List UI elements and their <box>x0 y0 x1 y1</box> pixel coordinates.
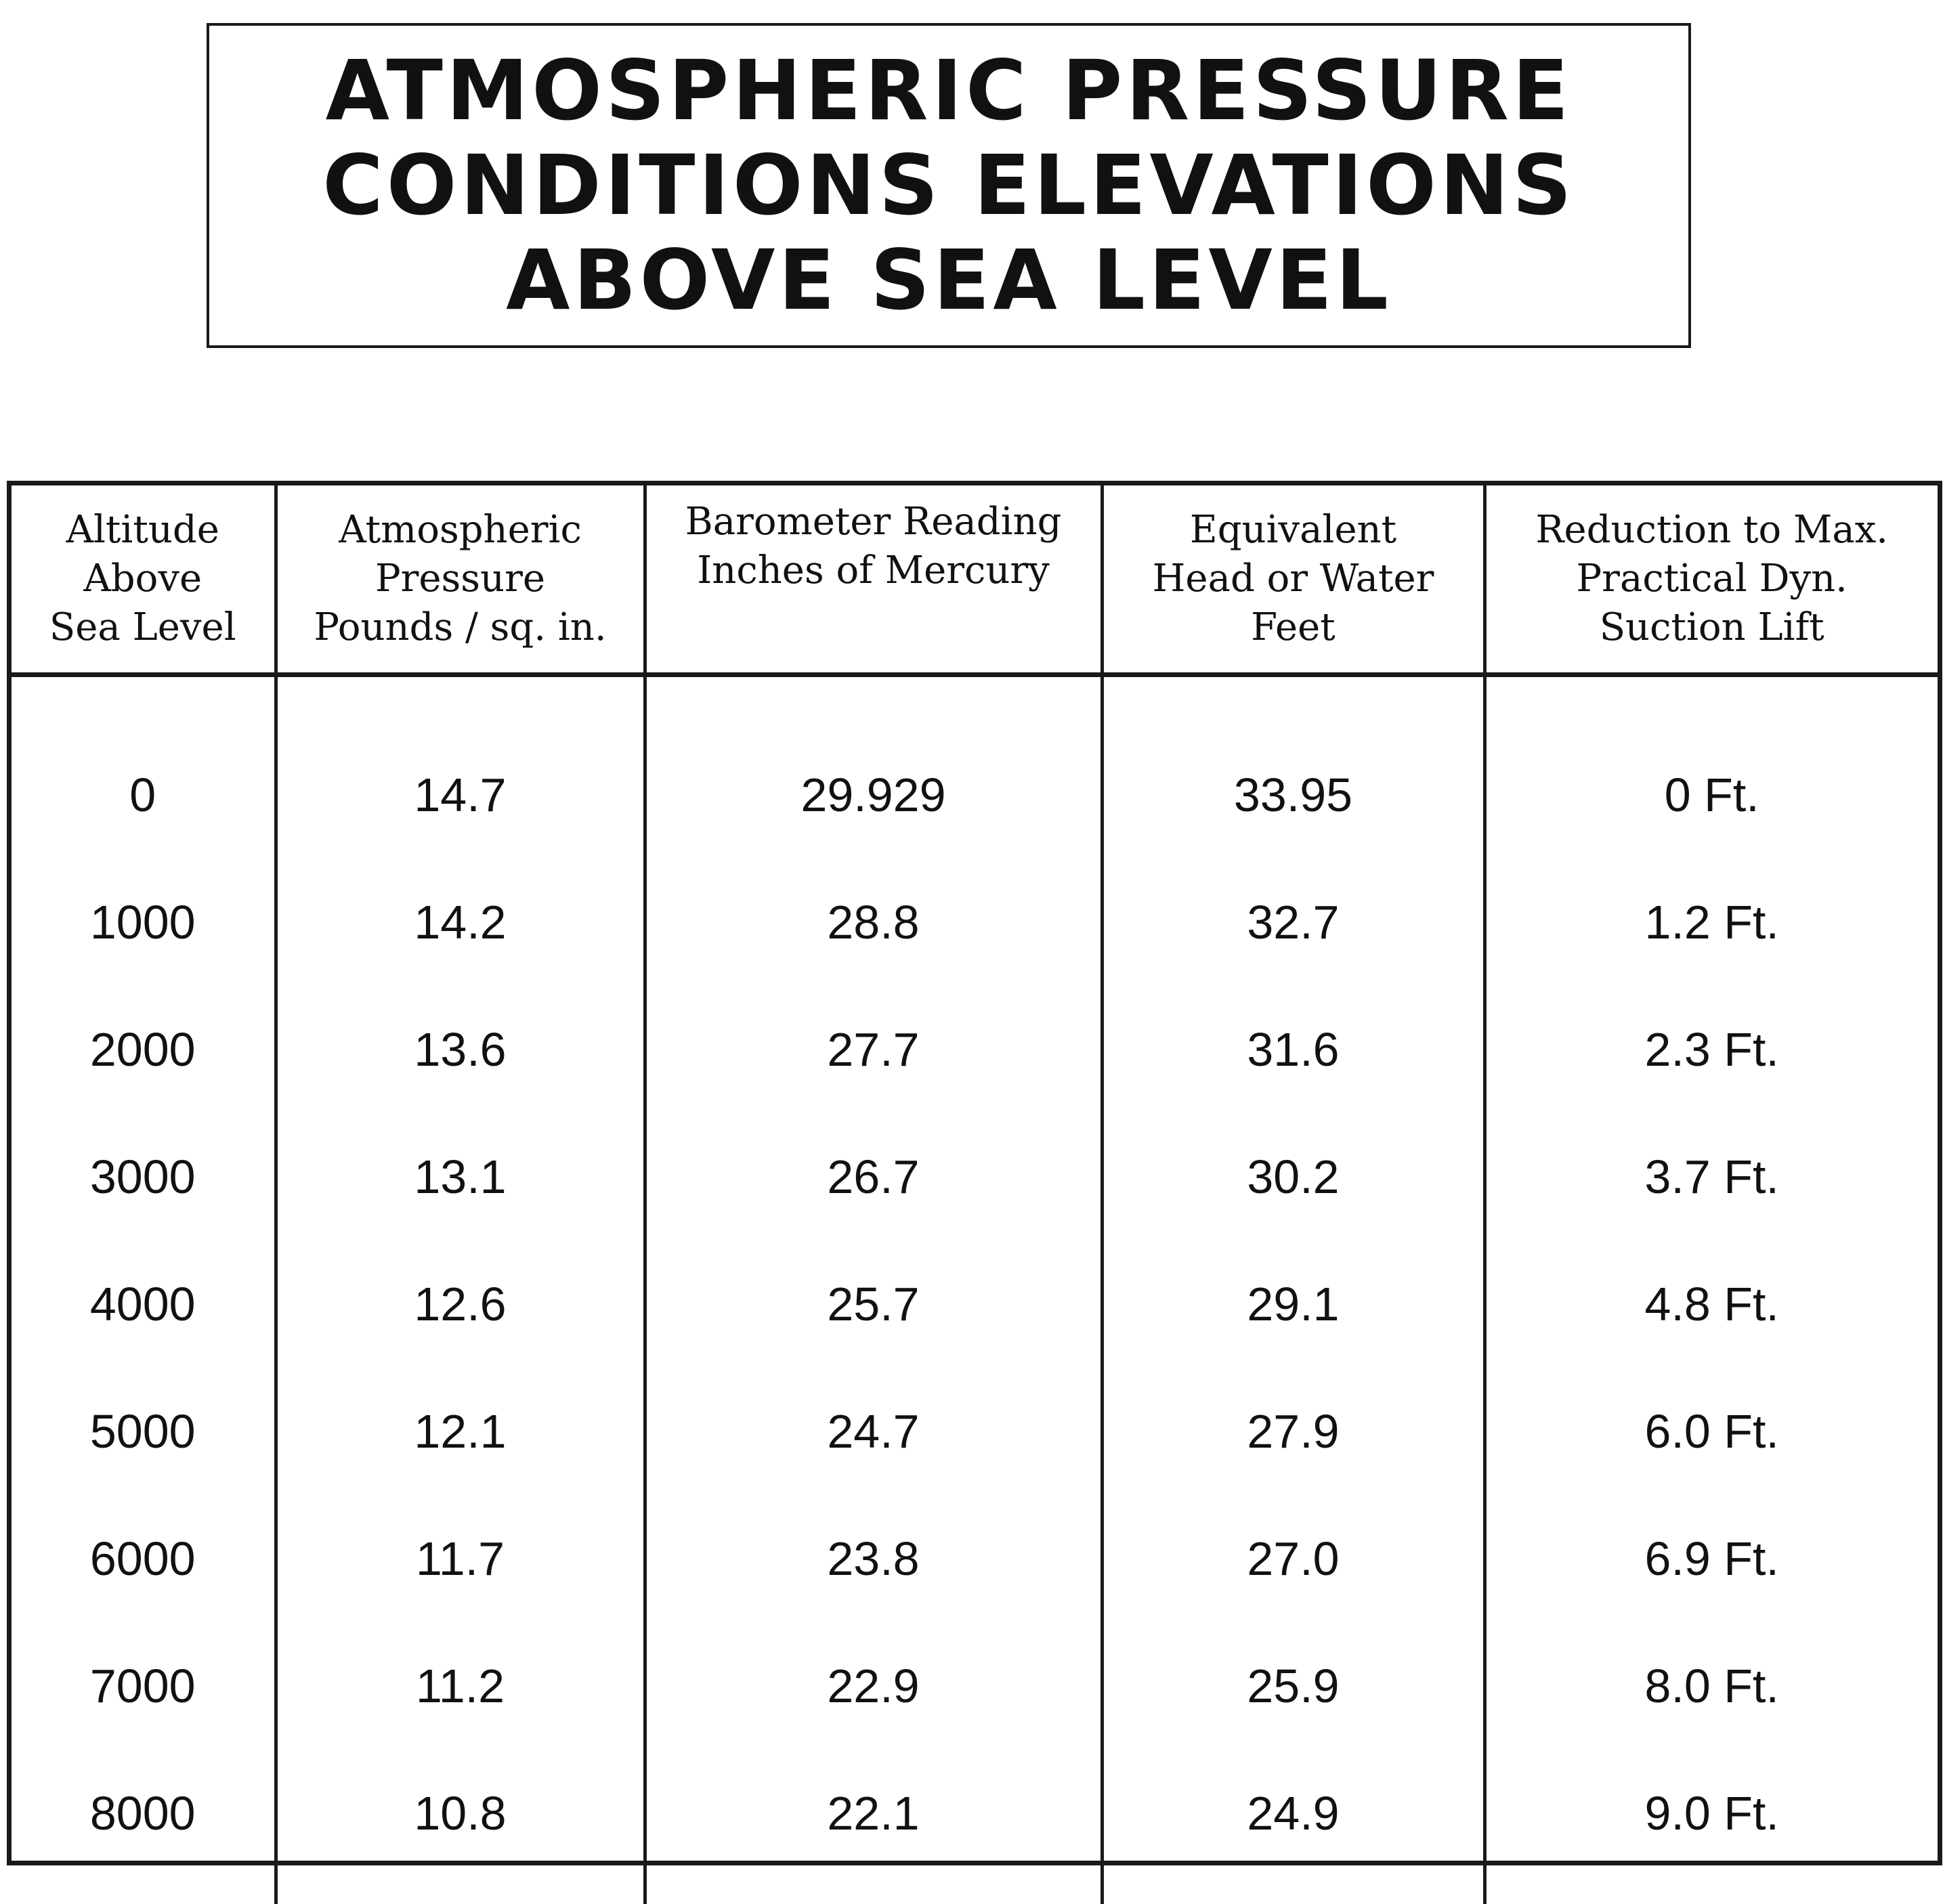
suction-lift-cell: 6.9 Ft. <box>1644 1532 1779 1585</box>
water-head-cell: 33.95 <box>1102 731 1484 859</box>
spacer-cell <box>1484 675 1938 732</box>
altitude-cell: 7000 <box>12 1622 276 1750</box>
pressure-cell: 14.7 <box>276 731 645 859</box>
altitude-cell: 0 <box>12 731 276 859</box>
title-line-1: ATMOSPHERIC PRESSURE <box>325 43 1573 139</box>
table-row <box>12 1113 1938 1240</box>
table-row <box>12 1622 1938 1750</box>
table-row <box>12 1240 1938 1368</box>
altitude-cell: 3000 <box>12 1113 276 1240</box>
pressure-cell: 10.8 <box>276 1750 645 1877</box>
header-text: Sea Level <box>49 605 236 649</box>
spacer-cell <box>276 1877 645 1904</box>
header-text: Pressure <box>375 557 546 601</box>
pressure-cell: 13.1 <box>276 1113 645 1240</box>
barometer-cell: 26.7 <box>645 1113 1102 1240</box>
spacer-cell <box>1484 1877 1938 1904</box>
suction-lift-cell: 6.0 Ft. <box>1644 1405 1779 1458</box>
altitude-cell: 8000 <box>12 1750 276 1877</box>
barometer-cell: 23.8 <box>645 1495 1102 1622</box>
water-head-cell: 31.6 <box>1102 986 1484 1113</box>
water-head-cell: 27.9 <box>1102 1368 1484 1495</box>
suction-lift-cell: 4.8 Ft. <box>1644 1278 1779 1330</box>
header-equivalent-head <box>1102 485 1484 675</box>
barometer-cell: 22.9 <box>645 1622 1102 1750</box>
header-text: Above <box>83 557 202 601</box>
title-line-2: CONDITIONS ELEVATIONS <box>322 137 1575 234</box>
altitude-cell: 5000 <box>12 1368 276 1495</box>
spacer-cell <box>645 1877 1102 1904</box>
pressure-cell: 12.6 <box>276 1240 645 1368</box>
water-head-cell: 32.7 <box>1102 859 1484 986</box>
table-row <box>12 1750 1938 1877</box>
table-row <box>12 1368 1938 1495</box>
header-row <box>12 485 1938 675</box>
altitude-cell: 1000 <box>12 859 276 986</box>
barometer-cell: 28.8 <box>645 859 1102 986</box>
header-text: Inches of Mercury <box>697 548 1050 592</box>
altitude-cell: 4000 <box>12 1240 276 1368</box>
spacer-cell <box>12 1877 276 1904</box>
header-text: Equivalent <box>1189 508 1397 552</box>
water-head-cell: 25.9 <box>1102 1622 1484 1750</box>
barometer-cell: 25.7 <box>645 1240 1102 1368</box>
spacer-row <box>12 675 1938 732</box>
barometer-cell: 24.7 <box>645 1368 1102 1495</box>
suction-lift-cell: 2.3 Ft. <box>1644 1023 1779 1076</box>
altitude-cell: 6000 <box>12 1495 276 1622</box>
barometer-cell: 27.7 <box>645 986 1102 1113</box>
spacer-cell <box>645 675 1102 732</box>
suction-lift-cell: 9.0 Ft. <box>1644 1787 1779 1840</box>
water-head-cell: 29.1 <box>1102 1240 1484 1368</box>
header-text: Practical Dyn. <box>1576 557 1847 601</box>
title-box <box>207 23 1691 348</box>
table-row <box>12 986 1938 1113</box>
pressure-cell: 11.2 <box>276 1622 645 1750</box>
suction-lift-cell: 0 Ft. <box>1664 769 1759 821</box>
header-text: Pounds / sq. in. <box>314 605 607 649</box>
header-barometer-reading <box>645 485 1102 675</box>
table-row <box>12 731 1938 859</box>
table-row <box>12 859 1938 986</box>
barometer-cell: 29.929 <box>645 731 1102 859</box>
suction-lift-cell: 8.0 Ft. <box>1644 1660 1779 1712</box>
spacer-cell <box>12 675 276 732</box>
pressure-cell: 11.7 <box>276 1495 645 1622</box>
suction-lift-cell: 3.7 Ft. <box>1644 1150 1779 1203</box>
header-text: Head or Water <box>1152 557 1434 601</box>
header-atmospheric-pressure <box>276 485 645 675</box>
pressure-table-frame <box>7 481 1942 1865</box>
header-text: Feet <box>1251 605 1335 649</box>
spacer-cell <box>1102 1877 1484 1904</box>
pressure-cell: 13.6 <box>276 986 645 1113</box>
header-altitude <box>12 485 276 675</box>
altitude-cell: 2000 <box>12 986 276 1113</box>
header-text: Reduction to Max. <box>1535 508 1889 552</box>
spacer-row <box>12 1877 1938 1904</box>
header-text: Atmospheric <box>339 508 582 552</box>
pressure-cell: 12.1 <box>276 1368 645 1495</box>
water-head-cell: 27.0 <box>1102 1495 1484 1622</box>
table-row <box>12 1495 1938 1622</box>
header-text: Altitude <box>66 508 219 552</box>
spacer-cell <box>276 675 645 732</box>
header-suction-lift-reduction <box>1484 485 1938 675</box>
header-text: Barometer Reading <box>685 500 1062 544</box>
title-line-3: ABOVE SEA LEVEL <box>506 232 1392 328</box>
pressure-cell: 14.2 <box>276 859 645 986</box>
barometer-cell: 22.1 <box>645 1750 1102 1877</box>
suction-lift-cell: 1.2 Ft. <box>1644 896 1779 949</box>
water-head-cell: 30.2 <box>1102 1113 1484 1240</box>
water-head-cell: 24.9 <box>1102 1750 1484 1877</box>
spacer-cell <box>1102 675 1484 732</box>
pressure-table <box>12 485 1938 1904</box>
header-text: Suction Lift <box>1599 605 1824 649</box>
